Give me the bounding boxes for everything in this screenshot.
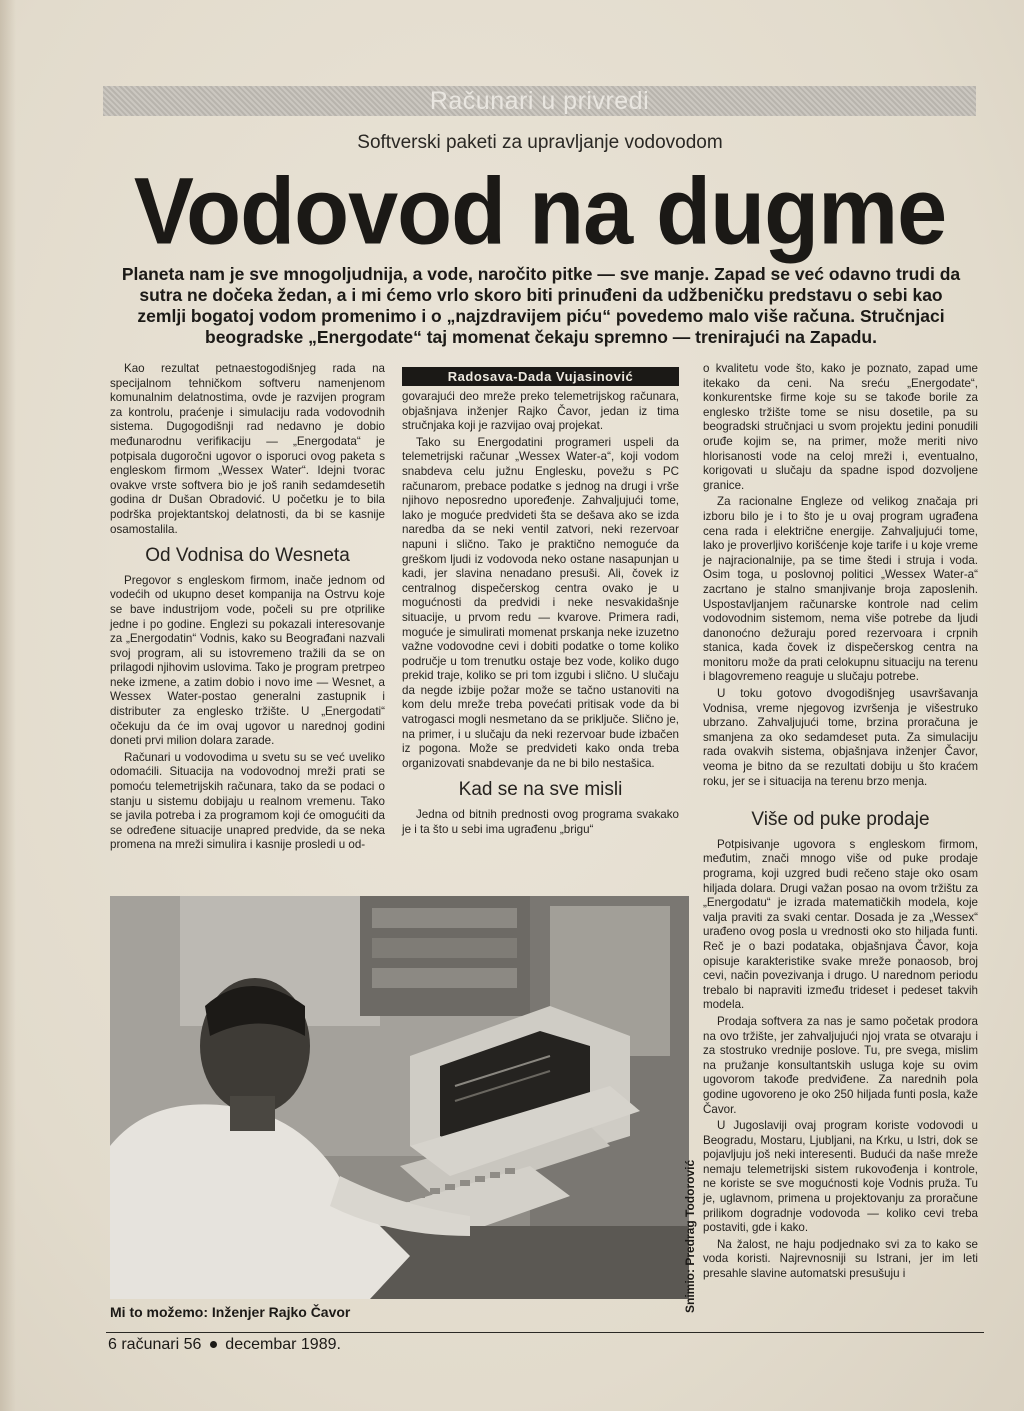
article-headline: Vodovod na dugme [133, 159, 947, 265]
section-heading: Od Vodnisa do Wesneta [145, 545, 350, 567]
footer-date: decembar 1989. [225, 1336, 341, 1353]
section-rubric-bar [103, 86, 976, 116]
section-rubric: Računari u privredi [429, 87, 650, 115]
paragraph: U toku gotovo dvogodišnjeg usavršavanja Vodnisa, vreme njegovog izvršenja je višestruko ubrzano. Zahvaljujući tome, brzina proračuna je smanjena za oko sedamdeset puta. Za simulaciju rada ovakvih sistema, objašnjava inženjer Čavor, veoma je bitno da se rezultati dobiju u što kraćem roku, jer se i situacija na terenu brzo menja. [703, 687, 978, 788]
paragraph: Potpisivanje ugovora s engleskom firmom, međutim, znači mnogo više od puke prodaje programa, koji uzgred budi rečeno staje oko osam hiljada dolara. Drugi važan posao na ovom tržištu za „Energodatu“ je izrada matematičkih modela, koje valja praviti za svaki centar. Dosada je za „Wessex“ urađeno ovog posla u vrednosti oko sto hiljada funti. Reč je o bazi podataka, objašnjava Čavor, koja opisuje karakteristike svake mreže ponaosob, broj cevi, način povezivanja i drugo. U narednom periodu trebalo bi napraviti između trideset i pedeset takvih modela. [703, 837, 978, 1012]
photo-credit: Snimio: Predrag Todorović [683, 1159, 697, 1313]
paragraph: Pregovor s engleskom firmom, inače jednom od vodećih od ukupno deset kompanija na Ostrvu koje se bave industrijom vode, počeli su pre otprilike jedne i po godine. Englezi su pokazali interesovanje za „Energodatin“ Vodnis, kako su Beograđani nazvali svoj program, ali su istovremeno tražili da se on prilagodi njihovim uslovima. Tako je program pretrpeo neke izmene, a zatim dobio i novo ime — Wesnet, a Wessex Water-postao generalni zastupnik i distributer za englesko tržište. U „Energodati“ očekuju da će im ovaj ugovor u narednoj godini doneti prvi milion dolara zarade. [110, 573, 385, 748]
section-heading: Kad se na sve misli [458, 779, 623, 801]
section-heading: Više od puke prodaje [751, 809, 930, 831]
footer-rule [106, 1332, 984, 1333]
paragraph: govarajući deo mreže preko telemetrijskog računara, objašnjava inženjer Rajko Čavor, jedan iz tima stručnjaka koji je razvijao ovaj projekat. [402, 390, 679, 433]
article-subtitle: Softverski paketi za upravljanje vodovodom [357, 132, 723, 153]
paragraph: Jedna od bitnih prednosti ovog programa svakako je i ta što u sebi ima ugrađenu „brigu“ [402, 808, 679, 836]
footer-issue: 6 računari 56 [108, 1336, 202, 1353]
column-1 [110, 362, 385, 855]
paragraph: Računari u vodovodima u svetu su se već uveliko odomaćili. Situacija na vodovodnoj mreži prati se pomoću telemetrijskih računara, tako da se podaci o stanju u sistemu dobijaju u realnom vremenu. Tako se javila potreba i za programom koji će omogućiti da se određene situacije unapred predvide, da se neka promena na mreži simulira i kasnije prosledi u od- [110, 750, 385, 852]
paragraph: Prodaja softvera za nas je samo početak prodora na ovo tržište, jer zahvaljujući njoj vrata se otvaraju i za stostruko vrednije poslove. Tu, pre svega, mislim na pružanje konsultantskih usluga koje su ovim ugovorom takođe predviđene. Za narednih pola godine ugovoreno je oko 250 hiljada funti posla, kaže Čavor. [703, 1014, 978, 1116]
paragraph: Kao rezultat petnaestogodišnjeg rada na specijalnom tehničkom softveru namenjenom komunalnim delatnostima, ovde je razvijen program za kontrolu, praćenje i simulaciju rada vodovodnih sistema. Dugogodišnji rad nedavno je dobio međunarodnu verifikaciju — „Energodata“ je potpisala dugoročni ugovor o isporuci ovog paketa s engleskom firmom „Wessex Water“. Idejni tvorac ovakve vrste softvera bio je još ranih sedamdesetih godina dr Dušan Obradović. U početku je to bila podrška projektantskoj delatnosti, da bi se kasnije osamostalila. [110, 362, 385, 536]
page-footer [108, 1336, 341, 1354]
column-3 [703, 362, 978, 1284]
bullet-icon [210, 1341, 217, 1348]
article-photo [110, 896, 689, 1299]
paragraph: Za racionalne Engleze od velikog značaja pri izboru bilo je i to što je u ovaj program ugrađena cena rada i električne energije. Zahvaljujući tome, lako je proverljivo korišćenje koje tarife i u koje vreme je najracionalnije, pa se time štedi i struja i voda. Osim toga, u poslovnoj politici „Wessex Water-a“ zacrtano je stalno smanjivanje broja zaposlenih. Uspostavljanjem računarske kontrole nad celim vodovodnim sistemom, nema više potrebe da ljudi danonoćno dežuraju pored rezervoara i crpnih stanica, kada čovek iz dispečerskog centra na monitoru može da prati celokupnu situaciju na terenu i blagovremeno reaguje u slučaju potrebe. [703, 495, 978, 684]
photo-caption: Mi to možemo: Inženjer Rajko Čavor [110, 1304, 351, 1320]
column-2 [402, 390, 679, 839]
photo-illustration [110, 896, 689, 1299]
article-lead: Planeta nam je sve mnogoljudnija, a vode, naročito pitke — sve manje. Zapad se već odavno trudi da sutra ne dočeka žedan, a i mi ćemo vrlo skoro biti prinuđeni da udžbeničku predstavu o sebi kao zemlji bogatoj vodom promenimo i o „najzdravijem piću“ povedemo malo više računa. Stručnjaci beogradske „Energodate“ taj momenat čekaju spremno — trenirajući na Zapadu. [121, 264, 961, 347]
paragraph: Tako su Energodatini programeri uspeli da telemetrijski računar „Wessex Water-a“, koji vodom snabdeva celu južnu Englesku, povežu s PC računarom, prebace podatke s jednog na drugi i vrše njihovo neposredno upoređenje. Zahvaljujući tome, lako je moguće predvideti šta se dešava ako se izda naredba da se neki ventil zatvori, neki rezervoar napuni i slično. Tako je praktično nemoguće da greškom ljudi iz vodovoda neko ostane nasapunjan u kadi, jer slavina nenadano presuši. Ali, čovek iz centralnog dispečerskog centra ovako je u mogućnosti da predvidi i neke nesvakidašnje situacije, u prvom redu — kvarove. Primera radi, moguće je simulirati momenat prskanja neke izuzetno važne vodovodne cevi i dobiti podatke o tome koliko područje u tom trenutku ostaje bez vode, koliko dugo prekid traje, koliko se pri tom izgubi i slično. U slučaju da negde izbije požar može se tačno ustanoviti na kom delu mreže treba povećati pritisak vode da bi vatrogasci mogli nesmetano da se priključe. Slično je, na primer, i u slučaju da neki rezervoar bude izbačen iz pogona. Može se predvideti kako onda treba organizovati snabdevanje da ne bi bilo nestašica. [402, 435, 679, 770]
author-byline: Radosava-Dada Vujasinović [402, 367, 679, 386]
paragraph: o kvalitetu vode što, kako je poznato, zapad ume itekako da ceni. Na sreću „Energodate“, konkurentske firme koje su se takođe borile za englesko tržište tome se nisu dosetile, pa su beogradski stručnjaci u svom projektu jedini ponudili oruđe kojim se, na primer, može meriti nivo hlorisanosti vode na celoj mreži i, eventualno, korigovati u slučaju da spadne ispod dozvoljene granice. [703, 362, 978, 492]
paragraph: Na žalost, ne haju podjednako svi za to kako se voda koristi. Najrevnosniji su Istrani, jer im leti presahle slavine automatski presušuju i [703, 1237, 978, 1281]
paragraph: U Jugoslaviji ovaj program koriste vodovodi u Beogradu, Mostaru, Ljubljani, na Krku, u Istri, dok se pojavljuju još neki interesenti. Budući da naše mreže nemaju telemetrijski sistem rukovođenja i kontrole, ne koriste se sve mogućnosti koje Vodnis pruža. Tu je, uglavnom, primena u projektovanju za proračune prilikom dogradnje vodovoda — koliko cevi treba postaviti, gde i kako. [703, 1119, 978, 1235]
